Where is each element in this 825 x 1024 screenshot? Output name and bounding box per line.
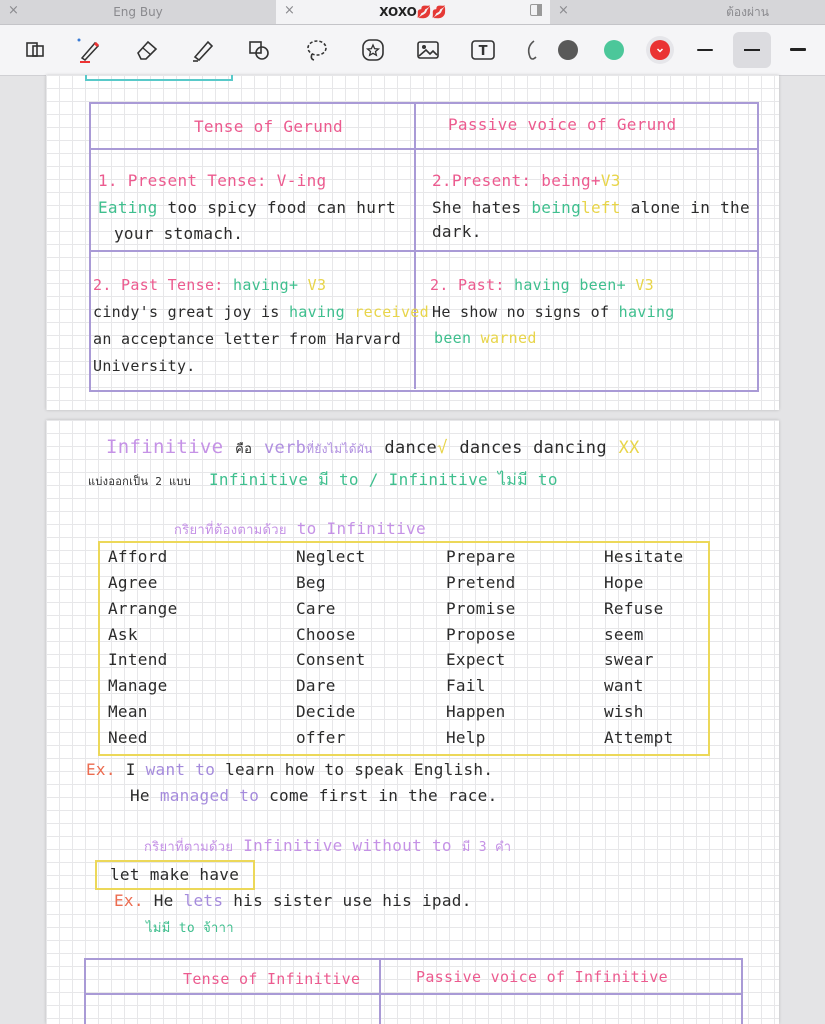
example-line: Ex. I want to learn how to speak English. <box>86 760 494 779</box>
verb-item: Manage <box>108 676 168 695</box>
cyan-box-fragment <box>85 75 233 81</box>
table-divider <box>379 958 381 1024</box>
close-icon[interactable]: × <box>284 3 295 18</box>
verb-item: Beg <box>296 573 326 592</box>
image-icon[interactable] <box>413 35 443 65</box>
verb-item: Mean <box>108 702 148 721</box>
table-divider <box>89 250 759 252</box>
verb-item: Happen <box>446 702 506 721</box>
eraser-icon[interactable] <box>132 35 162 65</box>
tab-eng-buy[interactable] <box>0 0 276 24</box>
tab-xoxo[interactable] <box>276 0 550 24</box>
cell-text: an acceptance letter from Harvard <box>93 330 401 348</box>
chevron-down-icon <box>650 40 670 60</box>
verb-item: seem <box>604 625 644 644</box>
table-header: Tense of Infinitive <box>183 970 361 988</box>
example-line: Ex. He lets his sister use his ipad. <box>114 891 472 910</box>
cell-text: He show no signs of having <box>432 303 675 321</box>
tab-bar <box>0 0 825 25</box>
drawing-toolbar <box>0 25 825 76</box>
table-header: Tense of Gerund <box>194 117 343 136</box>
cell-title: 2.Present: being+V3 <box>432 171 621 190</box>
shapes-icon[interactable] <box>244 35 274 65</box>
verb-item: Promise <box>446 599 516 618</box>
stroke-width-medium <box>744 49 760 51</box>
sticker-icon[interactable] <box>358 35 388 65</box>
gerund-table <box>89 102 759 392</box>
verb-item: Need <box>108 728 148 747</box>
verb-item: Prepare <box>446 547 516 566</box>
highlighter-icon[interactable] <box>188 35 218 65</box>
verb-item: Consent <box>296 650 366 669</box>
verb-item: Afford <box>108 547 168 566</box>
text-icon[interactable] <box>468 35 498 65</box>
verb-item: Attempt <box>604 728 674 747</box>
section-heading: กริยาที่ต้องตามด้วย to Infinitive <box>174 519 426 538</box>
notebook-page-2[interactable] <box>46 420 779 1024</box>
intro-line: Infinitive คือ verbที่ยังไม่ได้ผัน dance√ dances dancing XX <box>106 436 640 458</box>
cell-title: 1. Present Tense: V-ing <box>98 171 327 190</box>
cell-text: been warned <box>434 329 537 347</box>
intro-line-2: แบ่งออกเป็น 2 แบบ Infinitive มี to / Infinitive ไม่มี to <box>88 470 558 489</box>
table-divider <box>414 102 416 389</box>
color-swatch-gray[interactable] <box>558 40 578 60</box>
verb-item: Decide <box>296 702 356 721</box>
color-swatch-green[interactable] <box>604 40 624 60</box>
cell-text: She hates beingleft alone in the <box>432 198 750 217</box>
cell-text: cindy's great joy is having received <box>93 303 429 321</box>
stroke-width-medium-selected[interactable] <box>733 32 771 68</box>
verb-item: Fail <box>446 676 486 695</box>
cell-title: 2. Past Tense: having+ V3 <box>93 276 327 294</box>
close-icon[interactable]: × <box>558 3 569 18</box>
verb-item: Hope <box>604 573 644 592</box>
verb-item: Pretend <box>446 573 516 592</box>
verb-item: Intend <box>108 650 168 669</box>
verb-item: Expect <box>446 650 506 669</box>
stroke-width-thick[interactable] <box>790 48 806 51</box>
page-tool-icon[interactable] <box>20 35 50 65</box>
verb-item: Ask <box>108 625 138 644</box>
cell-text: your stomach. <box>114 224 244 243</box>
tab-label: Eng Buy <box>113 5 163 19</box>
verb-item: Agree <box>108 573 158 592</box>
notebook-page-1[interactable] <box>46 75 779 410</box>
table-divider <box>89 148 759 150</box>
verb-item: Hesitate <box>604 547 684 566</box>
table-divider <box>84 993 743 995</box>
split-view-icon[interactable] <box>530 4 542 16</box>
word-box-text: let make have <box>110 865 240 884</box>
tab-label: ต้องผ่าน <box>726 4 769 19</box>
verb-item: want <box>604 676 644 695</box>
cell-title: 2. Past: having been+ V3 <box>430 276 654 294</box>
verb-item: Choose <box>296 625 356 644</box>
verb-item: wish <box>604 702 644 721</box>
close-icon[interactable]: × <box>8 3 19 18</box>
verb-item: Dare <box>296 676 336 695</box>
cell-text: University. <box>93 357 196 375</box>
lasso-icon[interactable] <box>302 35 332 65</box>
verb-item: Refuse <box>604 599 664 618</box>
stroke-width-thin[interactable] <box>697 49 713 51</box>
verb-item: Neglect <box>296 547 366 566</box>
verb-item: Help <box>446 728 486 747</box>
table-header: Passive voice of Infinitive <box>416 968 668 986</box>
verb-item: offer <box>296 728 346 747</box>
section-heading: กริยาที่ตามด้วย Infinitive without to มี 3 คำ <box>144 836 512 855</box>
verb-item: swear <box>604 650 654 669</box>
example-note: ไม่มี to จ้าาา <box>146 921 234 936</box>
verb-item: Care <box>296 599 336 618</box>
cell-text: Eating too spicy food can hurt <box>98 198 397 217</box>
tab-label: XOXO💋💋 <box>379 5 447 19</box>
pen-icon[interactable] <box>74 35 104 65</box>
verb-item: Propose <box>446 625 516 644</box>
cell-text: dark. <box>432 222 482 241</box>
verb-item: Arrange <box>108 599 178 618</box>
example-line: He managed to come first in the race. <box>130 786 498 805</box>
pointer-icon[interactable] <box>516 35 546 65</box>
table-header: Passive voice of Gerund <box>448 115 677 134</box>
text-tool-label: T <box>478 44 488 59</box>
tab-must-pass[interactable] <box>550 0 825 24</box>
color-swatch-red[interactable] <box>650 40 670 60</box>
